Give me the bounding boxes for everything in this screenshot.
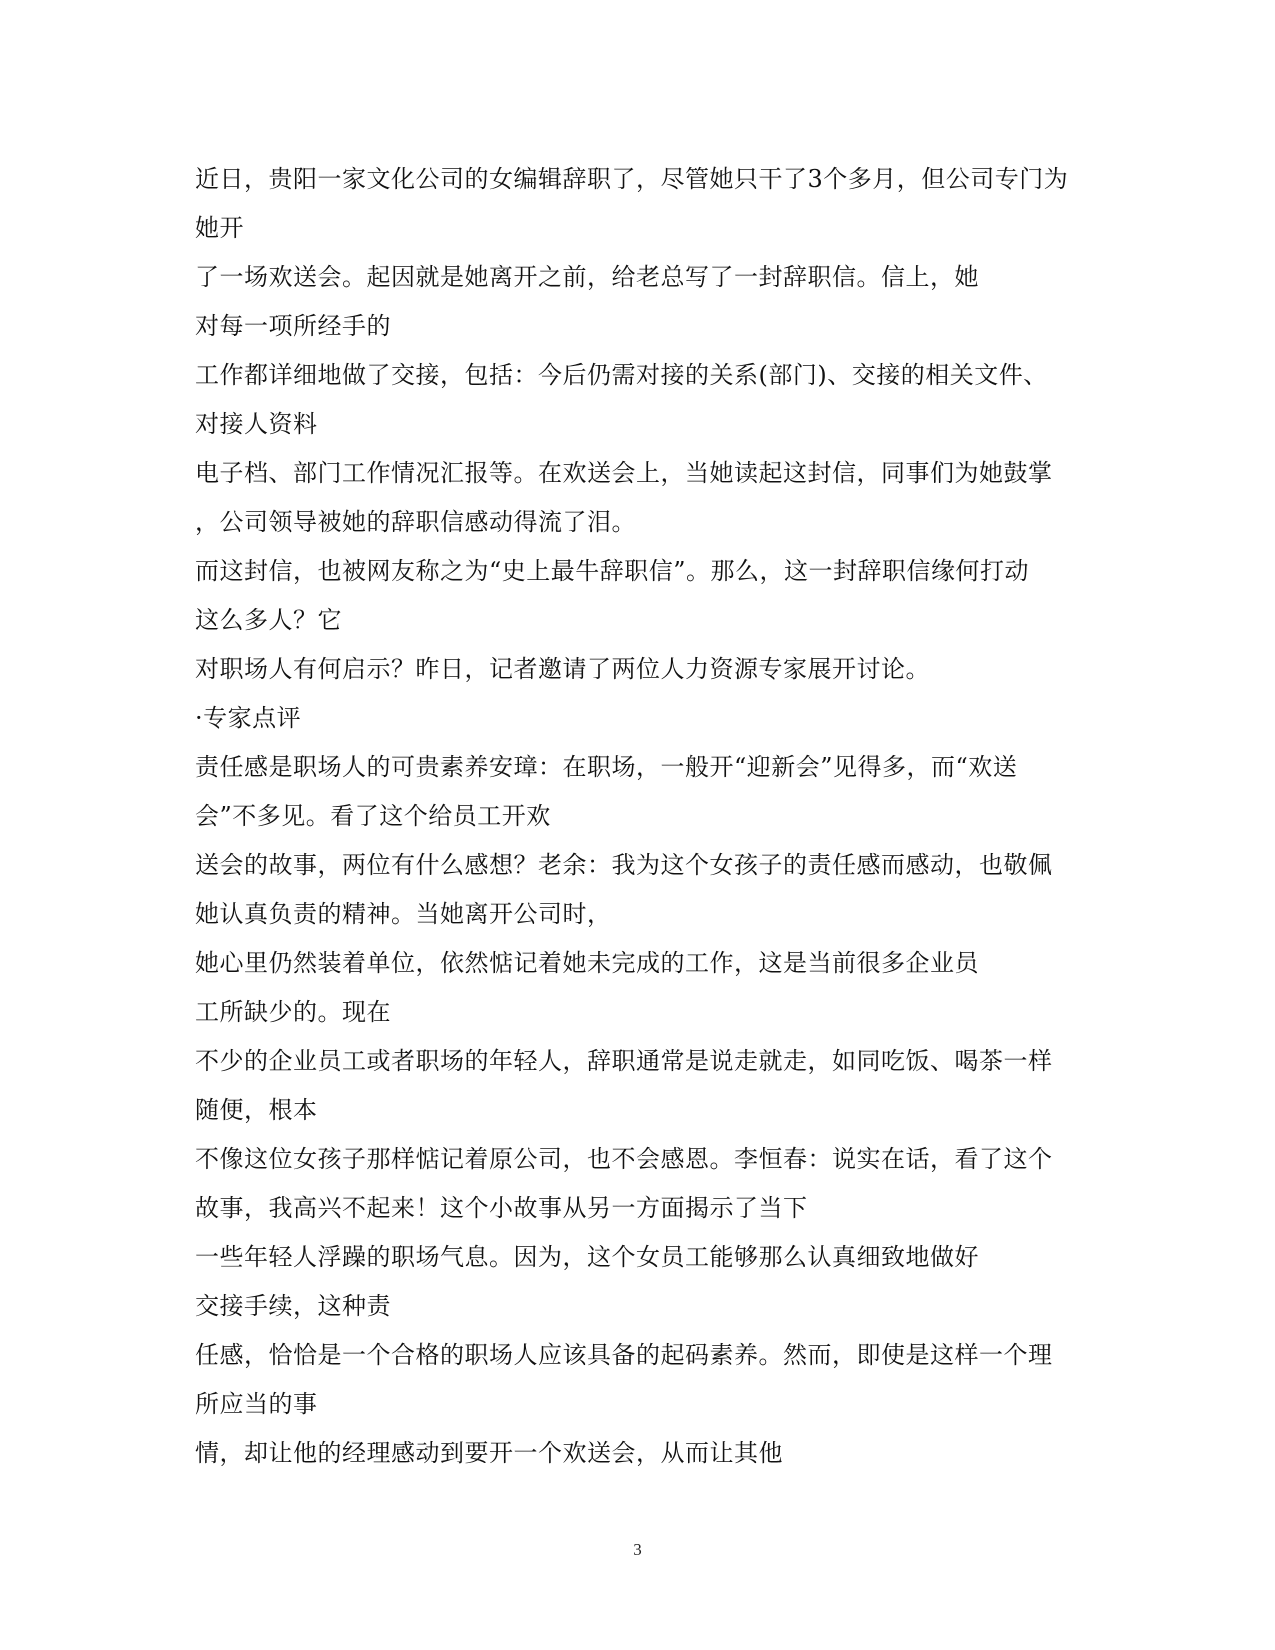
- text-line: 她心里仍然装着单位，依然惦记着她未完成的工作，这是当前很多企业员: [195, 949, 979, 977]
- text-line: 随便，根本: [195, 1096, 318, 1124]
- text-line: 交接手续，这种责: [195, 1292, 391, 1320]
- text-line: ·专家点评: [195, 704, 302, 732]
- text-line: 所应当的事: [195, 1390, 318, 1418]
- page-number: 3: [633, 1540, 642, 1559]
- text-line: 了一场欢送会。起因就是她离开之前，给老总写了一封辞职信。信上，她: [195, 263, 979, 291]
- text-line: 这么多人？它: [195, 606, 342, 634]
- text-line: 对每一项所经手的: [195, 312, 391, 340]
- text-line: 工所缺少的。现在: [195, 998, 391, 1026]
- text-line: ，公司领导被她的辞职信感动得流了泪。: [195, 508, 636, 536]
- text-line: 会”不多见。看了这个给员工开欢: [195, 802, 551, 830]
- body-text: [195, 155, 1095, 1478]
- text-line: 对接人资料: [195, 410, 318, 438]
- text-line: 对职场人有何启示？昨日，记者邀请了两位人力资源专家展开讨论。: [195, 655, 930, 683]
- text-line: 她认真负责的精神。当她离开公司时，: [195, 900, 612, 928]
- text-line: 她开: [195, 214, 244, 242]
- text-line: 责任感是职场人的可贵素养安璋：在职场，一般开“迎新会”见得多，而“欢送: [195, 753, 1018, 781]
- text-line: 电子档、部门工作情况汇报等。在欢送会上，当她读起这封信，同事们为她鼓掌: [195, 459, 1053, 487]
- text-line: 一些年轻人浮躁的职场气息。因为，这个女员工能够那么认真细致地做好: [195, 1243, 979, 1271]
- text-line: 情，却让他的经理感动到要开一个欢送会，从而让其他: [195, 1439, 783, 1467]
- text-line: 工作都详细地做了交接，包括：今后仍需对接的关系(部门)、交接的相关文件、: [195, 361, 1048, 389]
- text-line: 故事，我高兴不起来！这个小故事从另一方面揭示了当下: [195, 1194, 808, 1222]
- text-line: 送会的故事，两位有什么感想？老余：我为这个女孩子的责任感而感动，也敬佩: [195, 851, 1053, 879]
- text-line: 任感，恰恰是一个合格的职场人应该具备的起码素养。然而，即使是这样一个理: [195, 1341, 1053, 1369]
- text-line: 而这封信，也被网友称之为“史上最牛辞职信”。那么，这一封辞职信缘何打动: [195, 557, 1030, 585]
- text-line: 不少的企业员工或者职场的年轻人，辞职通常是说走就走，如同吃饭、喝茶一样: [195, 1047, 1053, 1075]
- text-line: 不像这位女孩子那样惦记着原公司，也不会感恩。李恒春：说实在话，看了这个: [195, 1145, 1053, 1173]
- text-line: 近日，贵阳一家文化公司的女编辑辞职了，尽管她只干了3个多月，但公司专门为: [195, 165, 1069, 193]
